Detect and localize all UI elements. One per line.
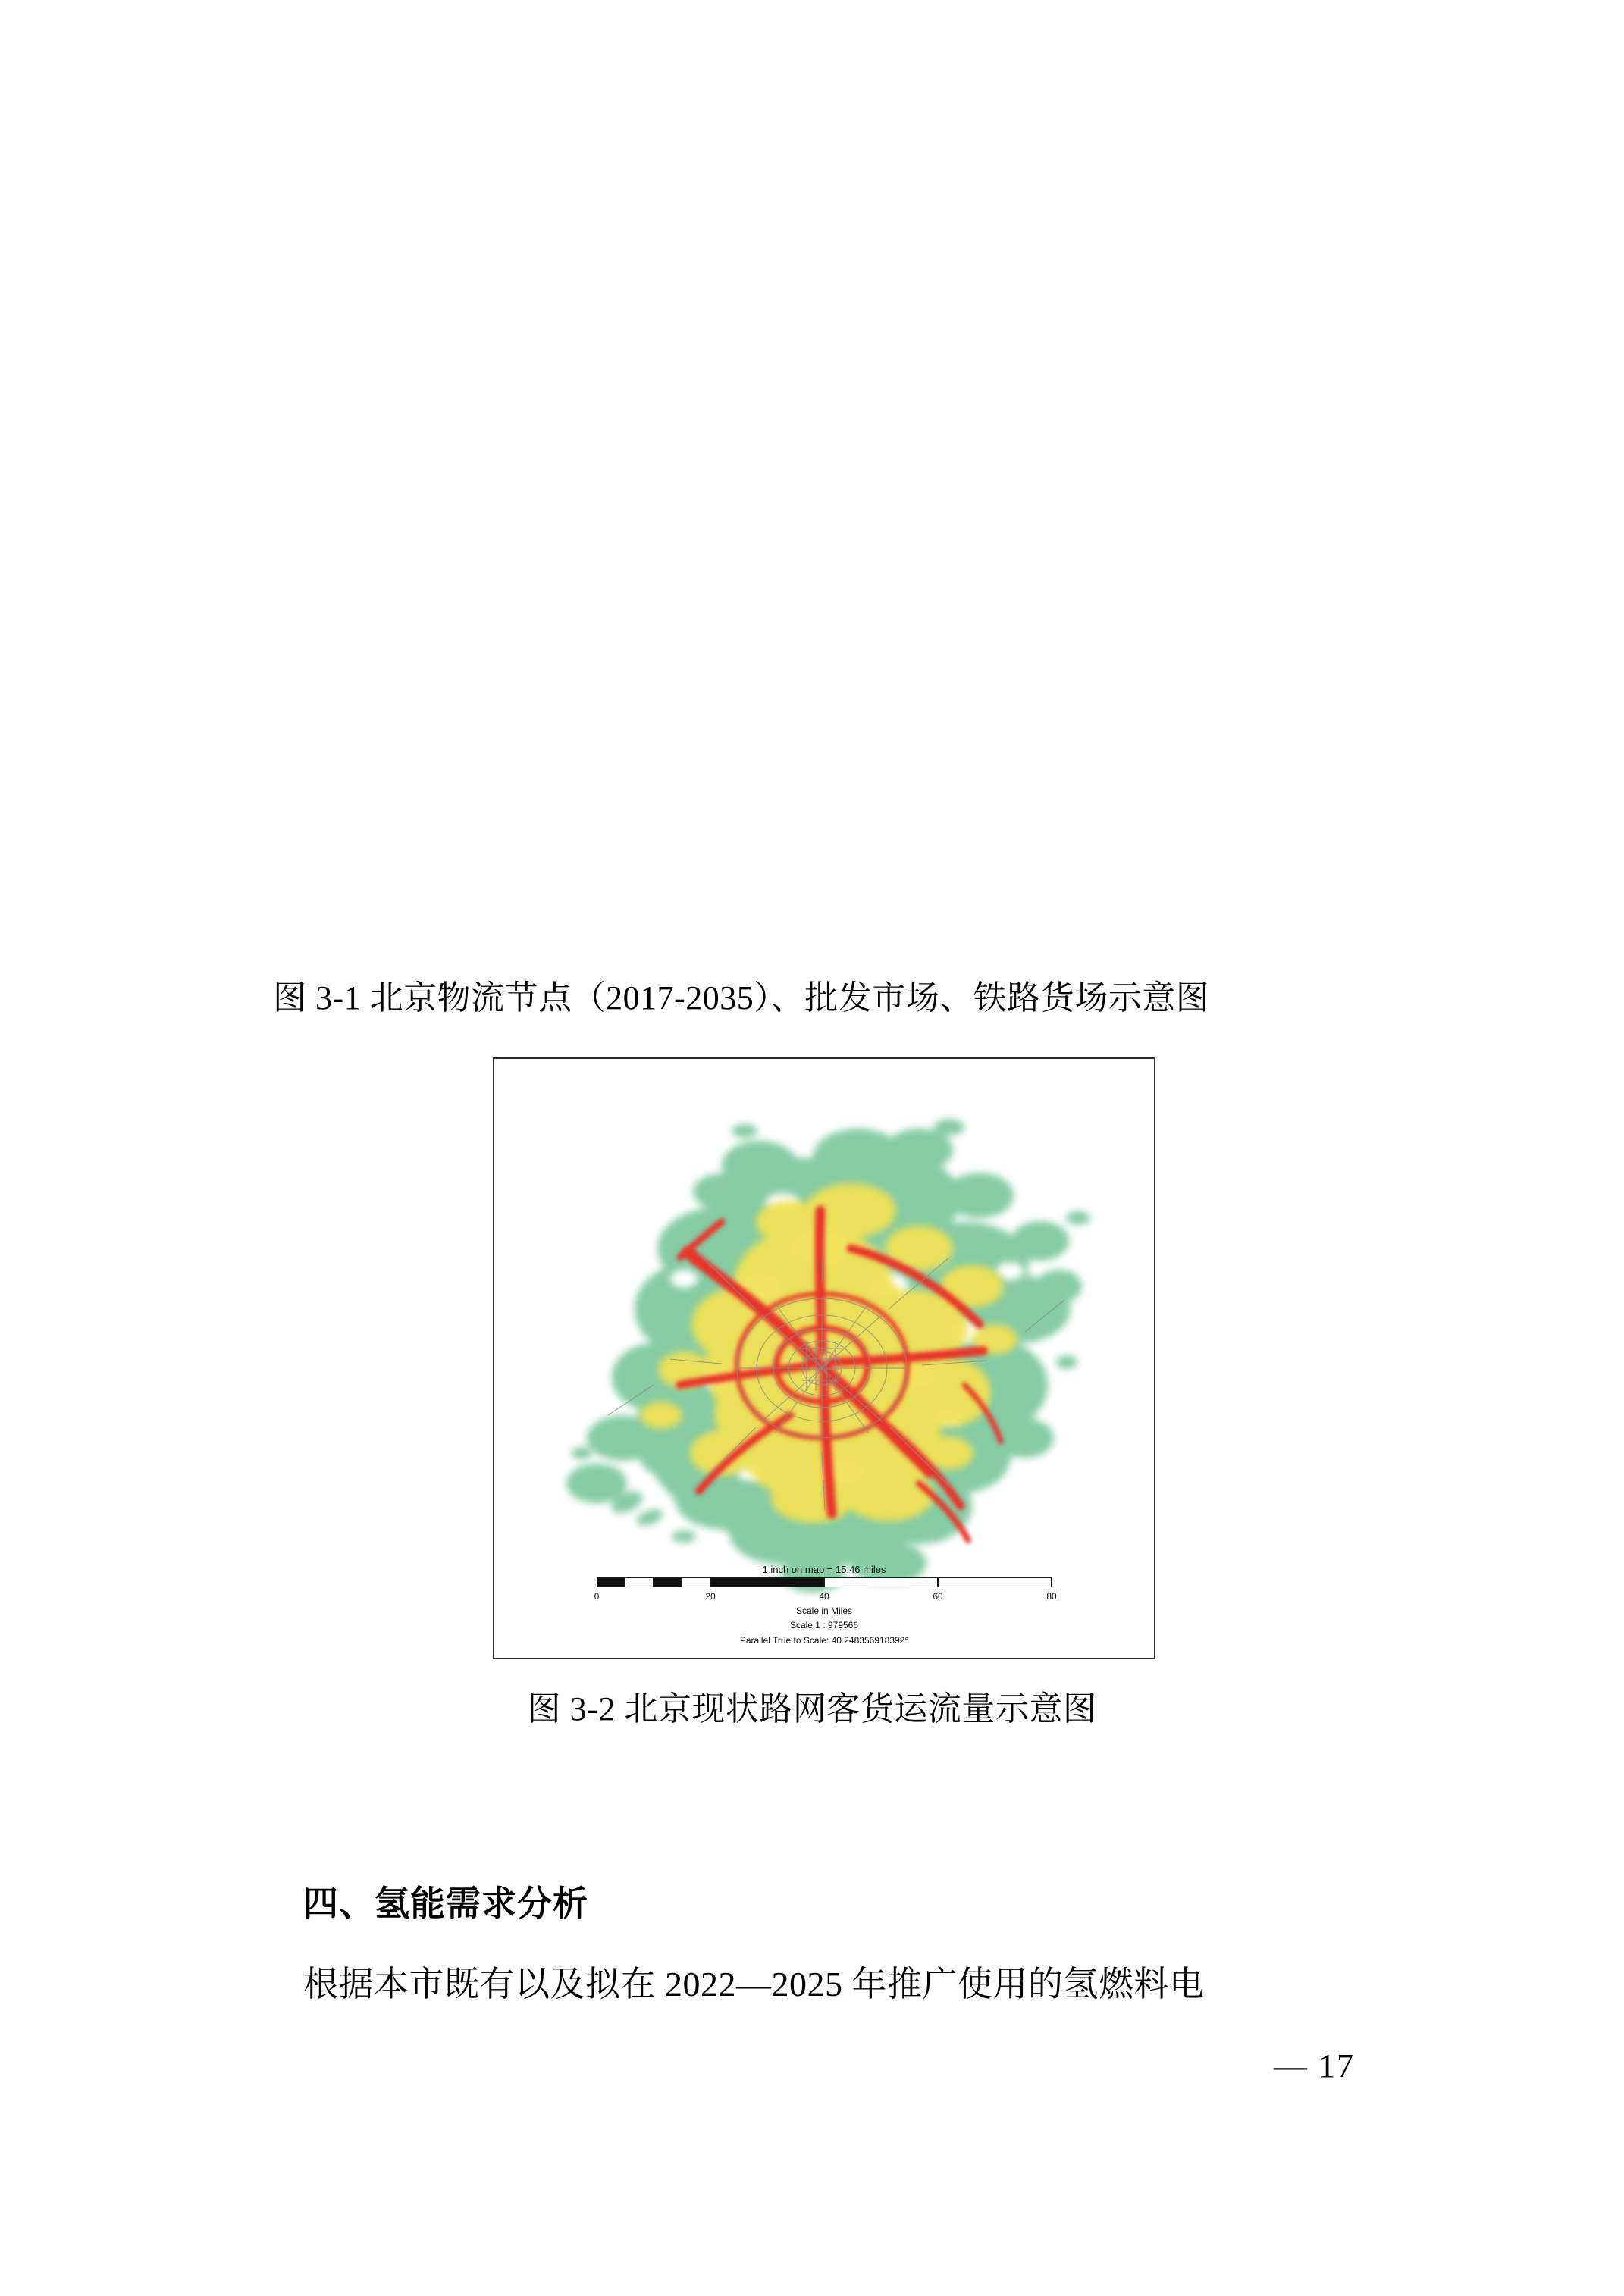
scale-tick-labels <box>594 1590 1057 1603</box>
scale-segment <box>824 1577 938 1587</box>
scale-tick: 60 <box>933 1590 943 1602</box>
scale-segment <box>938 1577 1052 1587</box>
scale-tick: 20 <box>705 1590 716 1602</box>
figure-2-image <box>493 1057 1155 1659</box>
figure-2-caption: 图 3-2 北京现状路网客货运流量示意图 <box>527 1690 1097 1727</box>
page-number: — 17 <box>1274 2047 1355 2085</box>
scale-segment <box>597 1577 625 1587</box>
scale-tick: 0 <box>594 1590 600 1602</box>
map-scale-block <box>525 1564 1124 1647</box>
figure-1-caption: 图 3-1 北京物流节点（2017-2035）、批发市场、铁路货场示意图 <box>273 979 1210 1016</box>
scale-ratio: Scale 1 : 979566 <box>789 1620 859 1631</box>
scale-segment <box>710 1577 824 1587</box>
scale-axis-label: Scale in Miles <box>795 1605 853 1616</box>
scale-tick: 40 <box>819 1590 829 1602</box>
scale-tick: 80 <box>1046 1590 1057 1602</box>
scale-bar <box>597 1577 1052 1590</box>
scale-note: 1 inch on map = 15.46 miles <box>762 1563 886 1575</box>
scale-segment <box>625 1577 654 1587</box>
section-heading: 四、氢能需求分析 <box>303 1884 588 1923</box>
scale-segment <box>682 1577 710 1587</box>
body-paragraph: 根据本市既有以及拟在 2022—2025 年推广使用的氢燃料电 <box>303 1965 1205 2003</box>
scale-segment <box>654 1577 682 1587</box>
parallel-note: Parallel True to Scale: 40.248356918392° <box>739 1634 909 1646</box>
